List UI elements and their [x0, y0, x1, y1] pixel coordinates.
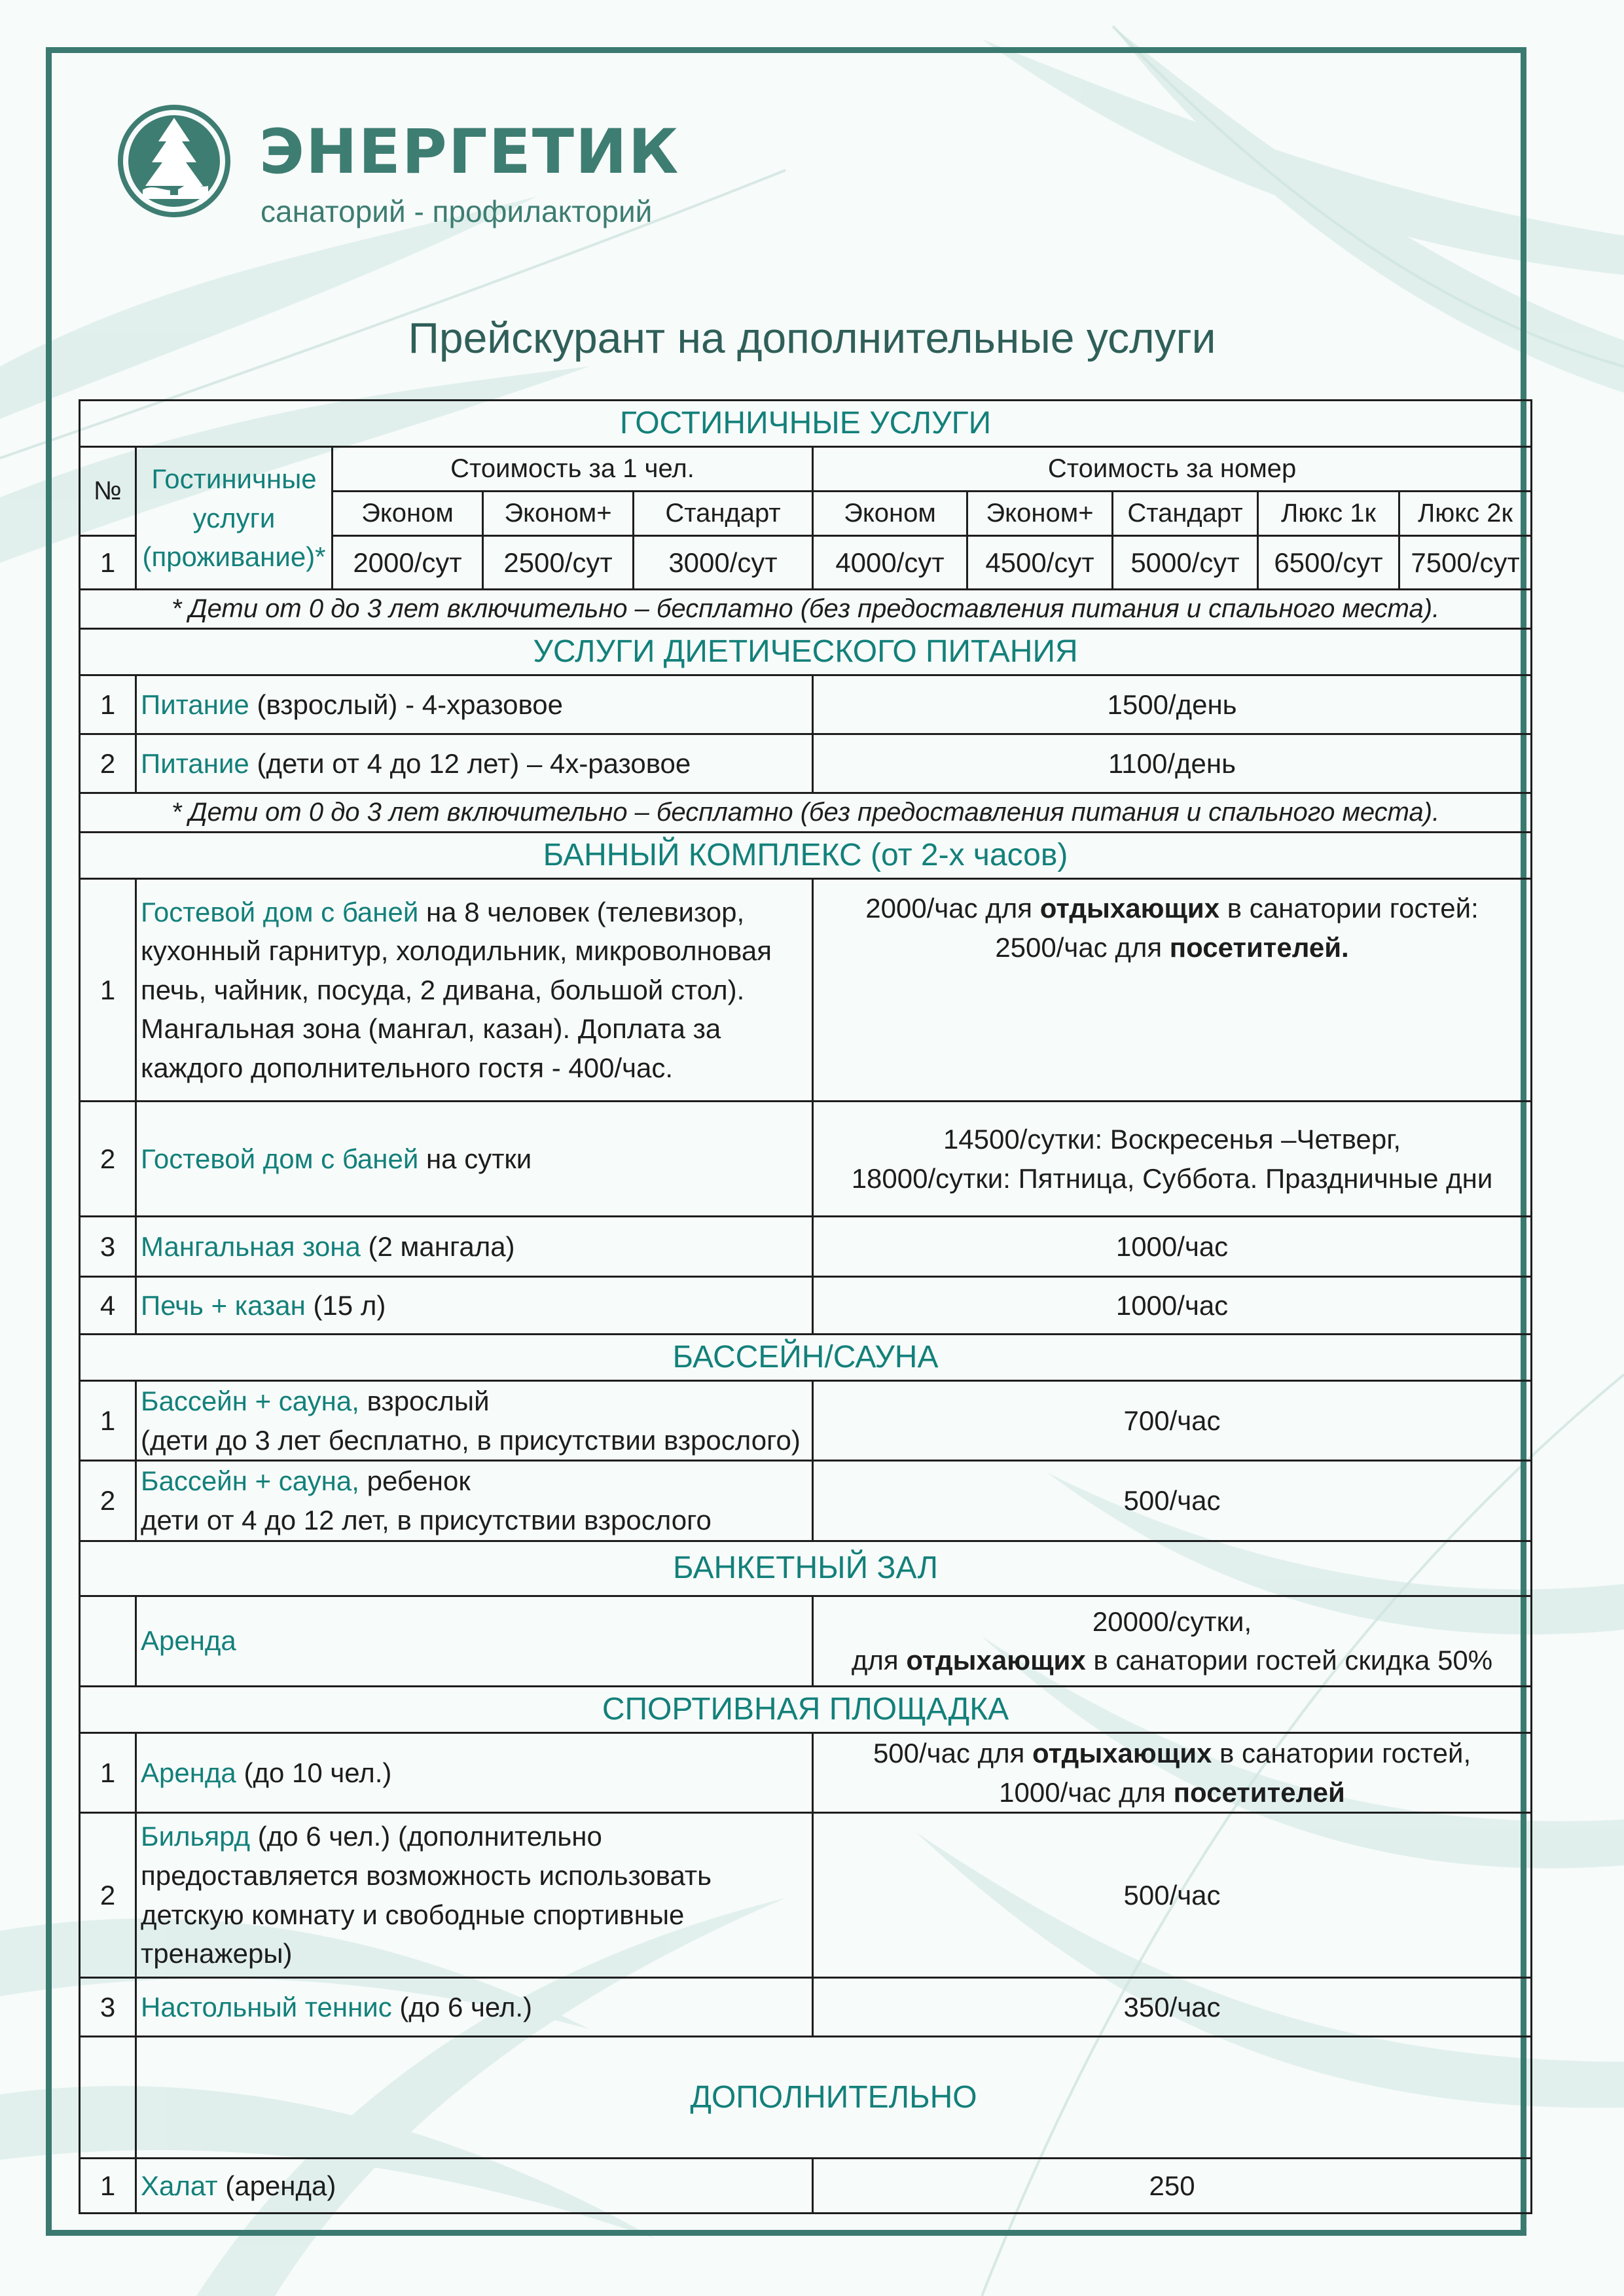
row-number-empty	[80, 2037, 136, 2159]
service-detail: (2 мангала)	[360, 1230, 515, 1262]
service-detail: (15 л)	[305, 1289, 386, 1321]
per-room-header: Стоимость за номер	[813, 447, 1532, 492]
price-line: 20000/сутки,	[1092, 1605, 1252, 1637]
category-header: Стандарт	[1113, 492, 1258, 536]
per-person-header: Стоимость за 1 чел.	[333, 447, 813, 492]
price-cell: 3000/сут	[634, 536, 813, 590]
service-description	[136, 1277, 813, 1335]
price-cell	[813, 1732, 1532, 1812]
category-header: Эконом	[813, 492, 967, 536]
price-line	[818, 1734, 1526, 1773]
price-emphasis: отдыхающих	[1032, 1737, 1212, 1768]
service-detail: (до 10 чел.)	[236, 1757, 392, 1788]
price-cell: 2000/сут	[333, 536, 483, 590]
price-cell: 5000/сут	[1113, 536, 1258, 590]
page-title: Прейскурант на дополнительные услуги	[408, 314, 1216, 362]
price-cell: 1000/час	[813, 1277, 1532, 1335]
service-detail: (дети от 4 до 12 лет) – 4х-разовое	[249, 747, 691, 779]
service-description	[136, 879, 813, 1102]
section-additional: ДОПОЛНИТЕЛЬНО	[136, 2037, 1532, 2159]
price-cell: 500/час	[813, 1461, 1532, 1541]
service-detail: (до 6 чел.)	[391, 1991, 532, 2022]
row-number: 2	[80, 1813, 136, 1978]
price-line	[818, 928, 1526, 967]
section-diet-services: УСЛУГИ ДИЕТИЧЕСКОГО ПИТАНИЯ	[80, 628, 1532, 675]
row-number: 1	[80, 879, 136, 1102]
price-emphasis: отдыхающих	[906, 1645, 1086, 1676]
price-text: в санатории гостей,	[1212, 1737, 1471, 1768]
service-name: Гостевой дом с баней	[141, 896, 419, 927]
service-detail: взрослый	[359, 1386, 490, 1417]
service-name: Питание	[141, 689, 249, 720]
row-number: 1	[80, 536, 136, 590]
price-cell	[813, 1102, 1532, 1217]
service-name: Халат	[141, 2170, 218, 2201]
price-emphasis: посетителей	[1169, 931, 1342, 963]
service-description	[136, 2159, 813, 2214]
logo-subtitle: санаторий - профилакторий	[261, 194, 653, 228]
service-description	[136, 1381, 813, 1461]
price-text: 2000/час для	[865, 893, 1040, 924]
service-title-line	[141, 1382, 808, 1421]
category-header: Эконом	[333, 492, 483, 536]
service-detail: ребенок	[359, 1465, 471, 1497]
section-hotel-services: ГОСТИНИЧНЫЕ УСЛУГИ	[80, 401, 1532, 447]
service-detail: на 8 человек (телевизор, кухонный гарнитур, холодильник, микроволновая печь, чайник, посуда, 2 дивана, большой стол). Мангальная зона (мангал, казан). Доплата за каждого дополнительного гостя - 400/час.	[141, 896, 772, 1083]
service-name: Бассейн + сауна,	[141, 1465, 359, 1497]
number-header: №	[80, 447, 136, 536]
service-name: Аренда	[141, 1757, 236, 1788]
service-name: Питание	[141, 747, 249, 779]
price-emphasis: .	[1341, 931, 1349, 963]
service-name: Бильярд	[141, 1821, 251, 1852]
service-detail: (взрослый) - 4-хразовое	[249, 689, 564, 720]
price-text: для	[851, 1645, 907, 1676]
service-description	[136, 1102, 813, 1217]
price-text: в санатории гостей:	[1219, 893, 1479, 924]
logo-tree-emblem-icon	[117, 103, 232, 219]
service-description	[136, 1978, 813, 2037]
row-number: 2	[80, 1102, 136, 1217]
service-name: Настольный теннис	[141, 1991, 392, 2022]
price-line	[818, 1773, 1526, 1812]
category-header: Люкс 2к	[1399, 492, 1532, 536]
service-detail: (аренда)	[217, 2170, 336, 2201]
service-description	[136, 675, 813, 734]
row-number: 3	[80, 1978, 136, 2037]
price-cell: 1000/час	[813, 1217, 1532, 1277]
price-table	[79, 399, 1532, 2214]
row-number: 1	[80, 1381, 136, 1461]
row-number: 2	[80, 734, 136, 793]
section-banquet-hall: БАНКЕТНЫЙ ЗАЛ	[80, 1541, 1532, 1596]
price-text: 2500/час для	[995, 931, 1170, 963]
price-cell: 1500/день	[813, 675, 1532, 734]
price-line	[818, 889, 1526, 928]
price-cell	[813, 1596, 1532, 1686]
price-cell: 4500/сут	[967, 536, 1113, 590]
price-line: 18000/сутки: Пятница, Суббота. Праздничные дни	[851, 1162, 1493, 1194]
price-emphasis: посетителей	[1173, 1776, 1345, 1808]
row-number-empty	[80, 1596, 136, 1686]
category-header: Люкс 1к	[1258, 492, 1399, 536]
price-cell: 500/час	[813, 1813, 1532, 1978]
service-description	[136, 1732, 813, 1812]
service-description	[136, 1461, 813, 1541]
diet-children-note: * Дети от 0 до 3 лет включительно – бесплатно (без предоставления питания и спального места).	[80, 793, 1532, 833]
price-cell: 7500/сут	[1399, 536, 1532, 590]
price-cell	[813, 879, 1532, 1102]
service-description	[136, 1217, 813, 1277]
price-cell: 6500/сут	[1258, 536, 1399, 590]
service-name: Бассейн + сауна,	[141, 1386, 359, 1417]
section-sports-ground: СПОРТИВНАЯ ПЛОЩАДКА	[80, 1686, 1532, 1732]
price-cell: 700/час	[813, 1381, 1532, 1461]
hotel-service-header	[136, 447, 333, 590]
service-name: Гостевой дом с баней	[141, 1143, 419, 1174]
category-header: Стандарт	[634, 492, 813, 536]
row-number: 2	[80, 1461, 136, 1541]
section-pool-sauna: БАССЕЙН/САУНА	[80, 1335, 1532, 1381]
section-bath-complex: БАННЫЙ КОМПЛЕКС (от 2-х часов)	[80, 832, 1532, 878]
price-cell: 1100/день	[813, 734, 1532, 793]
category-header: Эконом+	[967, 492, 1113, 536]
service-detail: (до 6 чел.) (дополнительно предоставляется возможность использовать детскую комнату и свободные спортивные тренажеры)	[141, 1821, 712, 1969]
hotel-children-note: * Дети от 0 до 3 лет включительно – бесплатно (без предоставления питания и спального места).	[80, 590, 1532, 629]
service-description	[136, 734, 813, 793]
price-text: 1000/час для	[999, 1776, 1174, 1808]
row-number: 1	[80, 675, 136, 734]
price-line: 14500/сутки: Воскресенья –Четверг,	[943, 1123, 1401, 1155]
price-cell: 350/час	[813, 1978, 1532, 2037]
service-name: Печь + казан	[141, 1289, 306, 1321]
service-sub-line: дети от 4 до 12 лет, в присутствии взрослого	[141, 1505, 712, 1536]
logo-name: ЭНЕРГЕТИК	[259, 117, 680, 188]
price-cell: 4000/сут	[813, 536, 967, 590]
price-emphasis: отдыхающих	[1039, 893, 1220, 924]
row-number: 1	[80, 2159, 136, 2214]
price-cell: 2500/сут	[483, 536, 634, 590]
price-cell: 250	[813, 2159, 1532, 2214]
price-text: 500/час для	[873, 1737, 1033, 1768]
service-title-line	[141, 1462, 808, 1501]
service-name: Мангальная зона	[141, 1230, 361, 1262]
service-name: Аренда	[136, 1596, 813, 1686]
row-number: 4	[80, 1277, 136, 1335]
row-number: 1	[80, 1732, 136, 1812]
hotel-service-header-text: Гостиничные услуги (проживание)*	[142, 463, 326, 573]
price-line	[818, 1641, 1526, 1680]
service-sub-line: (дети до 3 лет бесплатно, в присутствии взрослого)	[141, 1424, 801, 1456]
category-header: Эконом+	[483, 492, 634, 536]
service-description	[136, 1813, 813, 1978]
service-detail: на сутки	[418, 1143, 532, 1174]
price-text: в санатории гостей скидка 50%	[1085, 1645, 1493, 1676]
row-number: 3	[80, 1217, 136, 1277]
